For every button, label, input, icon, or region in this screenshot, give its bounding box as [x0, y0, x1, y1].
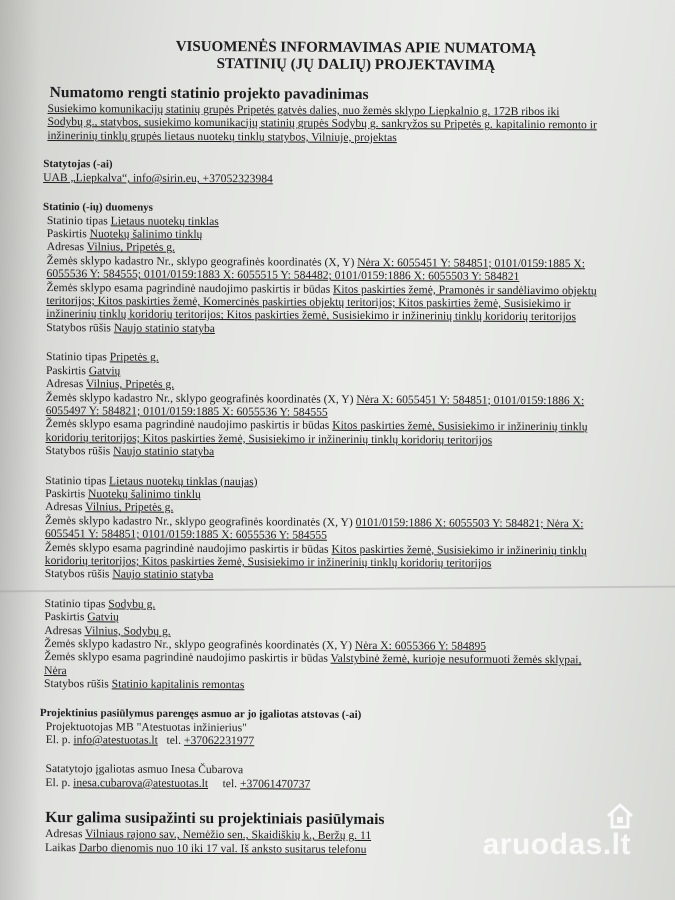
field-value: Naujo statinio statyba [112, 567, 214, 582]
preparer-org: Projektuotojas MB "Atestuotas inžinierius" [45, 719, 247, 734]
field-label: Žemės sklypo kadastro Nr., sklypo geografinės koordinatės (X, Y) [45, 390, 357, 406]
field-label: Paskirtis [44, 610, 88, 624]
field-label: Žemės sklypo kadastro Nr., sklypo geografinės koordinatės (X, Y) [45, 513, 356, 529]
field-value: Vilnius, Pripetės g. [85, 377, 175, 391]
field-value: Vilnius, Pripetės g. [85, 500, 174, 515]
building-block [41, 474, 642, 585]
field-label: Žemės sklypo kadastro Nr., sklypo geografinės koordinatės (X, Y) [44, 637, 355, 652]
agent-email-link[interactable]: inesa.cubarova@atestuotas.lt [73, 776, 209, 790]
field-value: Nėra [44, 663, 67, 677]
field-value: Gatvių [88, 363, 121, 378]
project-name-line: inžinerinių tinklų grupės lietaus nuotekų tinklų statybos, Vilniuje, projektas [47, 128, 397, 144]
field-label: Žemės sklypo esama pagrindinė naudojimo paskirtis ir būdas [44, 540, 332, 556]
field-value: Lietaus nuotekų tinklas [110, 214, 219, 228]
field-label: Adresas [46, 240, 87, 254]
field-label: Paskirtis [46, 227, 90, 241]
project-name-line: Sodybų g., statybos, susiekimo komunikacijų statinių grupės Sodybų g. sankryžos su Pripetės g. kapitalinio remonto ir [47, 115, 597, 132]
address-value: Vilniaus rajono sav., Nemėžio sen., Skaidiškių k., Beržų g. 11 [85, 827, 372, 843]
field-label: Žemės sklypo esama pagrindinė naudojimo paskirtis ir būdas [46, 280, 334, 296]
field-label: Statinio tipas [46, 350, 110, 364]
field-label: Statybos rūšis [46, 320, 114, 335]
field-label: Adresas [45, 500, 86, 514]
field-label: Paskirtis [45, 363, 89, 377]
email-label: El. p. [45, 733, 74, 747]
field-label: Statybos rūšis [44, 677, 112, 691]
building-list [40, 214, 643, 695]
field-value: koridorių teritorijos; Kitos paskirties žemė, Susisiekimo ir inžinerinių tinklų koridorių teritorijos [44, 553, 492, 570]
field-value: 0101/0159:1886 X: 6055503 Y: 584821; Nėra X: [355, 515, 584, 531]
field-value: Nėra X: 6055366 Y: 584895 [354, 638, 487, 653]
field-value: Valstybinė žemė, kurioje nesuformuoti žemės sklypai, [330, 652, 582, 667]
building-data-heading: Statinio (-ių) duomenys [42, 200, 154, 214]
email-label: El. p. [45, 775, 74, 790]
title-line-2: STATINIŲ (JŲ DALIŲ) PROJEKTAVIMĄ [216, 56, 496, 74]
field-label: Statybos rūšis [45, 444, 114, 458]
title-line-1: VISUOMENĖS INFORMAVIMAS APIE NUMATOMĄ [175, 38, 537, 58]
field-value: 6055497 Y: 584821; 0101/0159:1885 X: 6055536 Y: 584555 [45, 403, 328, 419]
field-label: Statinio tipas [44, 596, 109, 611]
project-name-heading: Numatomo rengti statinio projekto pavadinimas [49, 84, 369, 103]
field-value: Nėra X: 6055451 Y: 584851; 0101/0159:1886 X: [356, 392, 585, 407]
field-label: Žemės sklypo esama pagrindinė naudojimo paskirtis ir būdas [44, 650, 331, 666]
project-name-line: Susiekimo komunikacijų statinių grupės Pripetės gatvės dalies, nuo žemės sklypo Liepkalnio g. 172B ribos iki [47, 102, 560, 119]
building-block [42, 214, 643, 338]
address-label: Adresas [45, 827, 86, 841]
building-block [41, 350, 642, 461]
field-value: Naujo statinio statyba [113, 444, 215, 459]
field-value: Sodybų g. [108, 597, 156, 611]
field-value: inžinerinių tinklų koridorių teritorijos; Kitos paskirties žemė, Susisiekimo ir inžinerinių tinklų koridorių teritorijos [46, 307, 577, 324]
field-value: Statinio kapitalinis remontas [111, 677, 245, 692]
field-value: Pripetės g. [109, 350, 159, 364]
preparer-email-link[interactable]: info@atestuotas.lt [73, 733, 158, 747]
field-value: 6055536 Y: 584555; 0101/0159:1883 X: 6055515 Y: 584482; 0101/0159:1886 X: 6055503 Y: 584821 [46, 267, 520, 284]
watermark-logo: aruodas.lt [482, 828, 631, 861]
developer-value: UAB „Liepkalva“, info@sirin.eu, +37052323984 [43, 171, 273, 186]
where-heading: Kur galima susipažinti su projektiniais pasiūlymais [45, 809, 385, 829]
tel-label: tel. [222, 776, 241, 791]
field-value: Nėra X: 6055451 Y: 584851; 0101/0159:1885 X: [357, 255, 586, 271]
field-value: Vilnius, Sodybų g. [84, 623, 171, 638]
field-value: teritorijos; Kitos paskirties žemė, Komercinės paskirties objektų teritorijos; Kitos paskirties žemė, Susisiekimo ir [46, 294, 571, 311]
field-label: Statinio tipas [46, 213, 111, 228]
preparer-tel-link[interactable]: +37062231977 [183, 733, 255, 748]
tel-label: tel. [166, 733, 184, 747]
document-body [39, 38, 644, 858]
field-value: koridorių teritorijos; Kitos paskirties žemė, Susisiekimo ir inžinerinių tinklų koridorių teritorijos [45, 430, 493, 447]
time-value: Darbo dienomis nuo 10 iki 17 val. Iš anksto susitarus telefonu [78, 840, 367, 856]
document-title [68, 38, 644, 76]
field-label: Statybos rūšis [44, 567, 113, 581]
field-label: Adresas [44, 623, 85, 637]
field-label: Žemės sklypo kadastro Nr., sklypo geografinės koordinatės (X, Y) [46, 253, 358, 269]
building-block [40, 597, 641, 695]
developer-label: Statytojas (-ai) [43, 158, 113, 171]
field-value: Vilnius, Pripetės g. [86, 240, 175, 255]
field-value: Naujo statinio statyba [113, 321, 216, 335]
agent-line: Satatytojo įgaliotas asmuo Inesa Čubarova [45, 762, 244, 777]
field-value: Kitos paskirties žemė, Susisiekimo ir inžinerinių tinklų [332, 419, 588, 434]
field-label: Statinio tipas [45, 473, 110, 487]
agent-tel-link[interactable]: +37061470737 [239, 777, 311, 791]
field-value: Kitos paskirties žemė, Susisiekimo ir inžinerinių tinklų [331, 542, 587, 557]
field-value: 6055451 Y: 584851; 0101/0159:1885 X: 6055536 Y: 584555 [44, 527, 328, 542]
preparer-block [40, 720, 640, 750]
project-name-text [43, 102, 643, 146]
field-label: Žemės sklypo esama pagrindinė naudojimo paskirtis ir būdas [45, 417, 333, 433]
field-value: Gatvių [87, 610, 119, 624]
time-label: Laikas [45, 840, 79, 854]
preparer-heading: Projektinius pasiūlymus parengęs asmuo ar jo įgaliotas atstovas (-ai) [39, 706, 362, 721]
field-value: Nuotekų šalinimo tinklų [89, 227, 203, 242]
field-value: Kitos paskirties žemė, Pramonės ir sandėliavimo objektų [333, 282, 597, 298]
house-logo-icon [605, 800, 635, 830]
field-label: Paskirtis [45, 486, 89, 501]
field-label: Adresas [45, 377, 86, 391]
field-value: Lietaus nuotekų tinklas (naujas) [109, 473, 258, 488]
field-value: Nuotekų šalinimo tinklų [88, 487, 201, 501]
agent-block [39, 762, 639, 792]
page-shadow [0, 0, 40, 900]
